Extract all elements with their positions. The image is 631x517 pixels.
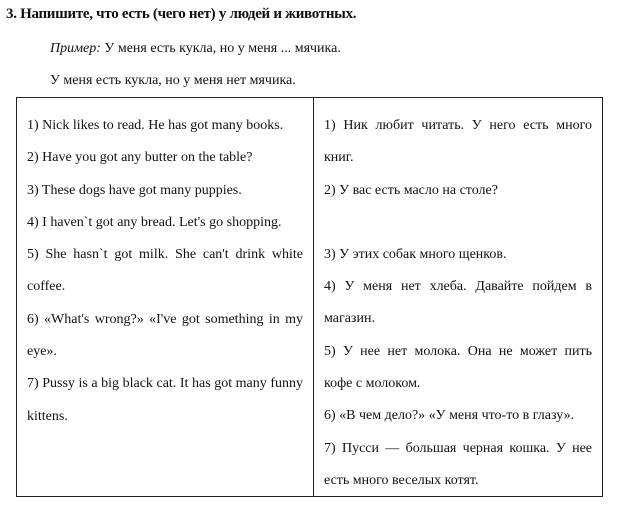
- english-sentence: 6) «What's wrong?» «I've got something in my eye».: [27, 311, 303, 360]
- english-sentence: 1) Nick likes to read. He has got many books.: [27, 118, 284, 133]
- example-label: Пример:: [50, 41, 101, 56]
- russian-sentence: 6) «В чем дело?» «У меня что-то в глазу».: [324, 408, 575, 424]
- russian-sentence: 4) У меня нет хлеба. Давайте пойдем в магазин.: [324, 279, 592, 327]
- russian-sentence: 1) Ник любит читать. У него есть много книг.: [324, 118, 592, 166]
- russian-sentence: 7) Пусси — большая черная кошка. У нее есть много веселых котят.: [324, 440, 592, 488]
- english-column: [17, 98, 314, 496]
- english-sentence: 3) These dogs have got many puppies.: [27, 182, 242, 198]
- example-text: У меня есть кукла, но у меня ... мячика.: [100, 41, 341, 56]
- russian-sentence: 5) У нее нет молока. Она не может пить кофе с молоком.: [324, 343, 592, 392]
- blank-gap: [324, 207, 592, 239]
- english-sentence: 7) Pussy is a big black cat. It has got many funny kittens.: [27, 376, 303, 424]
- russian-column: [314, 98, 602, 496]
- english-sentence: 2) Have you got any butter on the table?: [27, 150, 253, 166]
- russian-sentence: 3) У этих собак много щенков.: [324, 246, 507, 262]
- russian-sentence: 2) У вас есть масло на столе?: [324, 182, 498, 198]
- translation-table: [16, 97, 603, 497]
- exercise-title: 3. Напишите, что есть (чего нет) у людей и животных.: [6, 6, 357, 22]
- english-sentence: 4) I haven`t got any bread. Let's go shopping.: [27, 214, 282, 230]
- example-line: [50, 41, 341, 57]
- example-answer: У меня есть кукла, но у меня нет мячика.: [50, 73, 296, 88]
- english-sentence: 5) She hasn`t got milk. She can't drink white coffee.: [27, 247, 303, 295]
